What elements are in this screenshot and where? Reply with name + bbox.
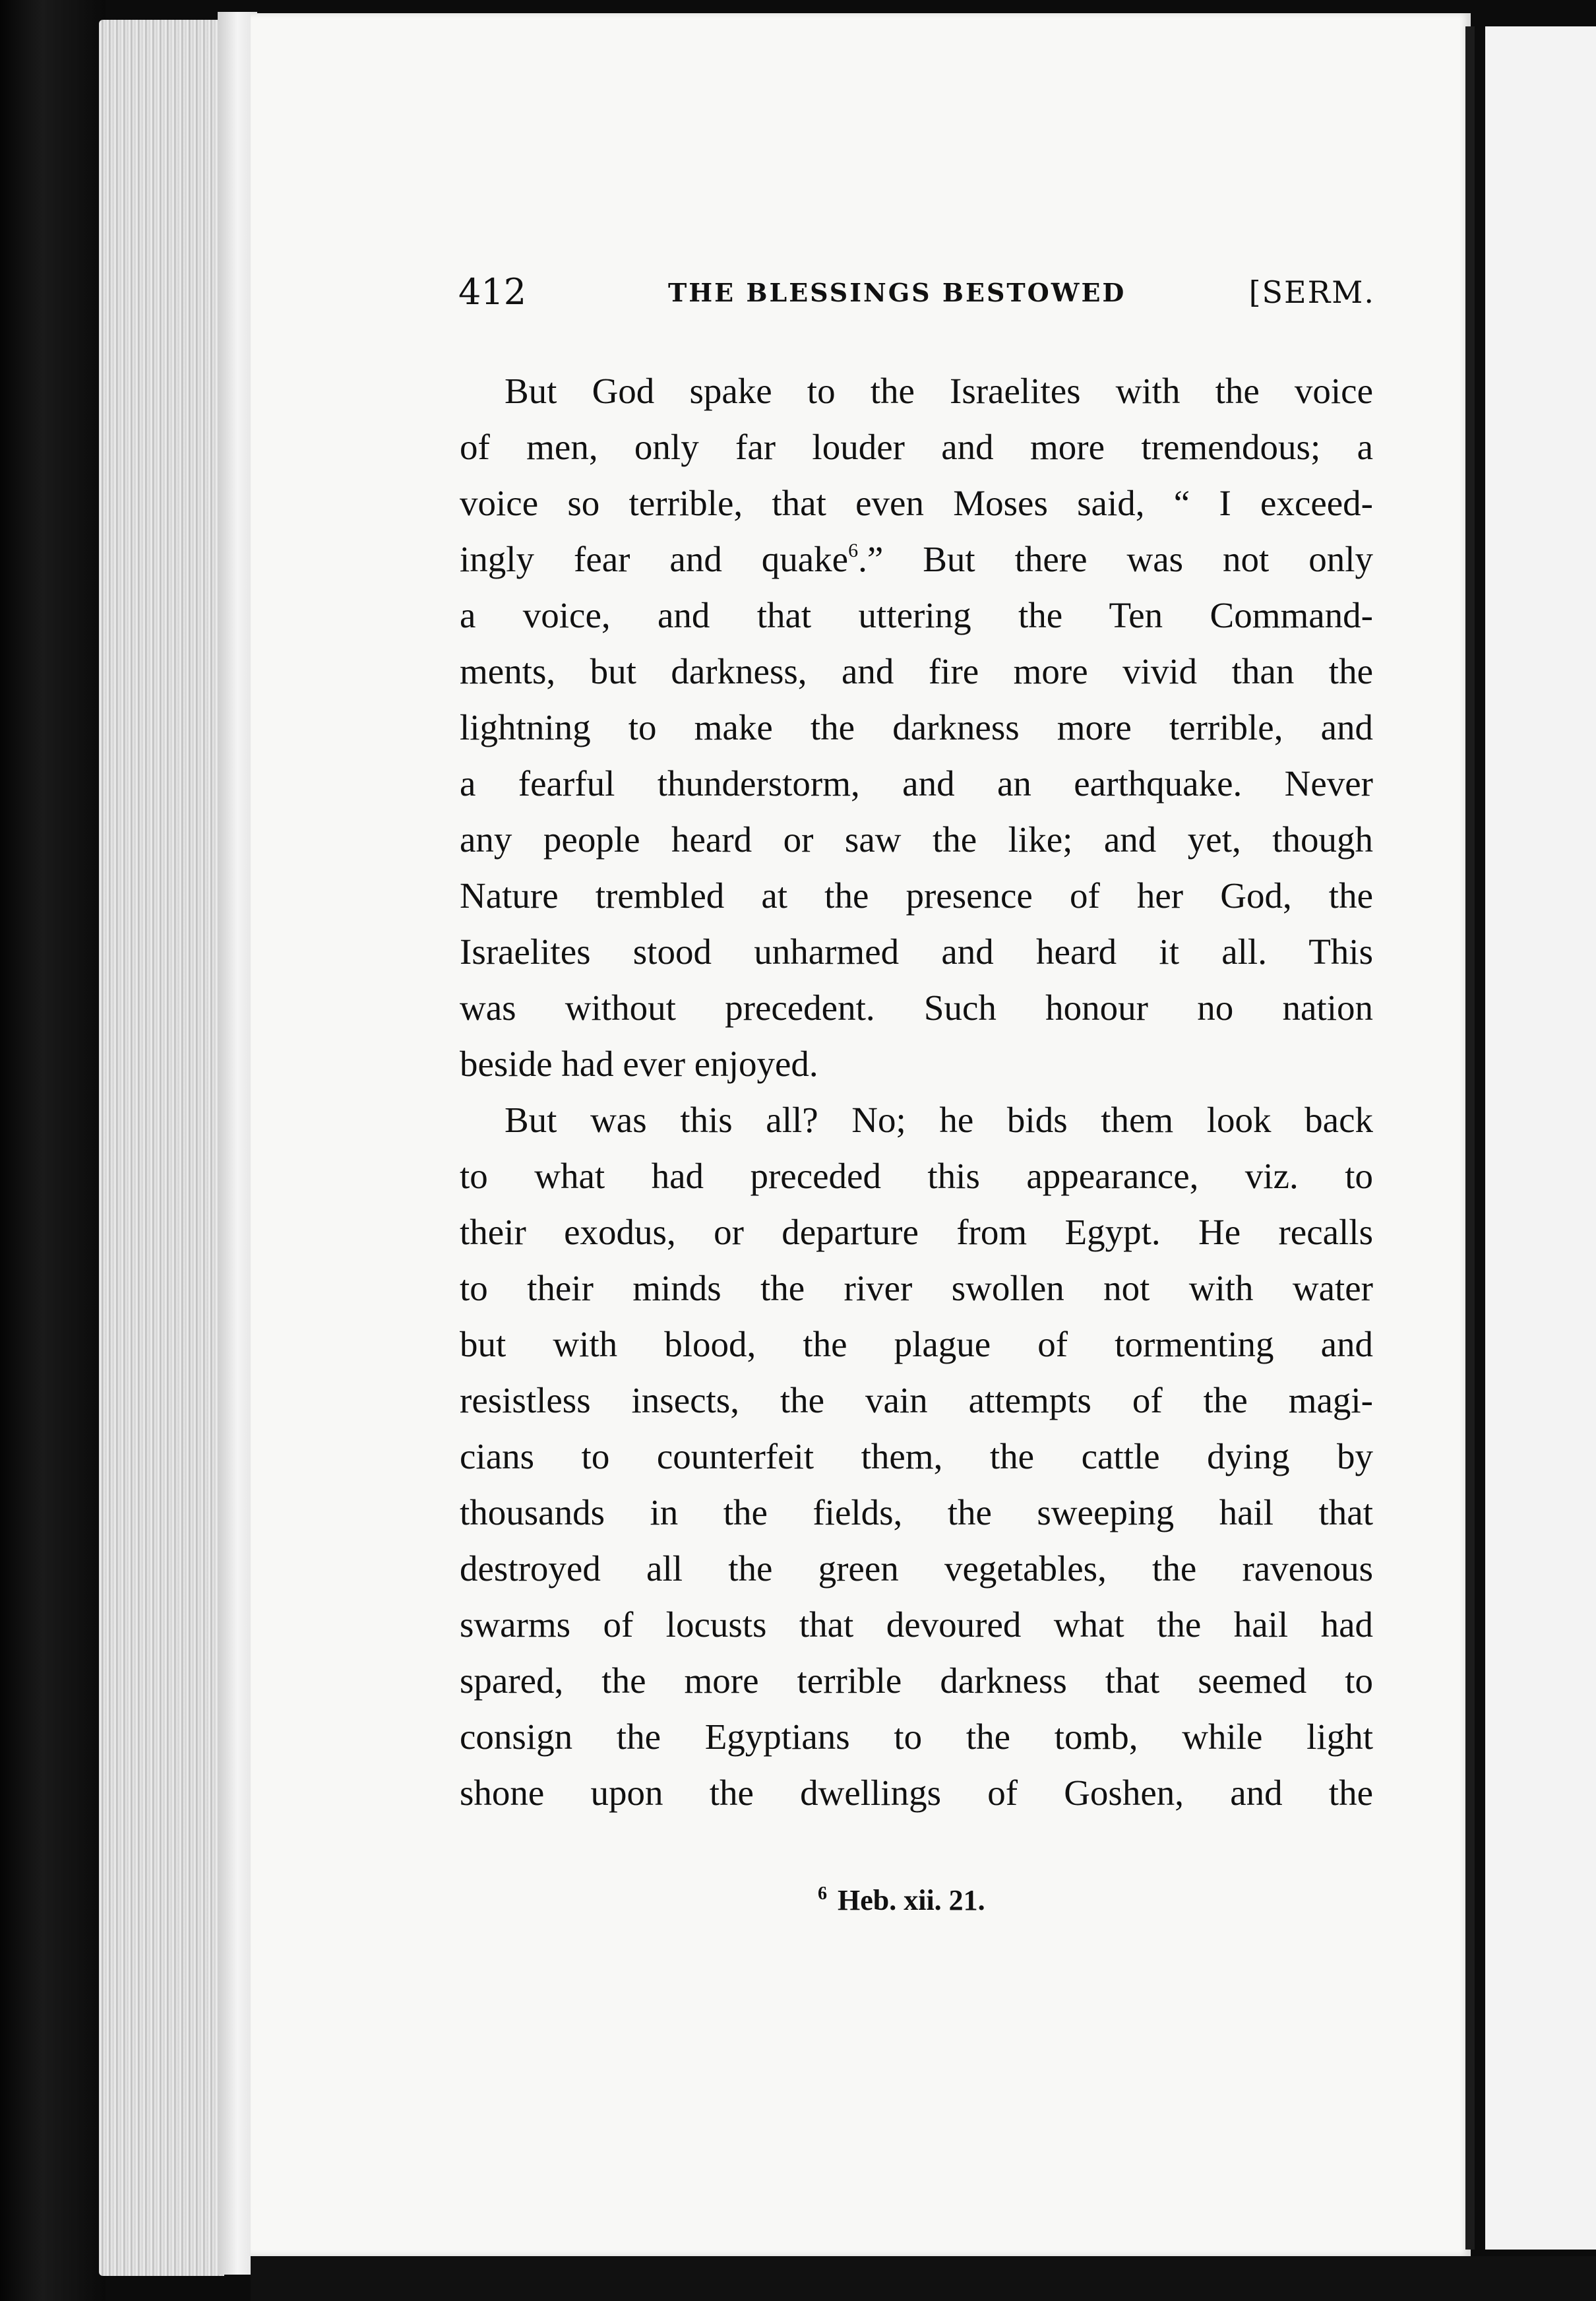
text-line: lightning to make the darkness more terrible, and xyxy=(460,707,1373,747)
gutter-shadow xyxy=(1465,26,1475,2250)
running-head xyxy=(458,269,1375,315)
text-line: consign the Egyptians to the tomb, while light xyxy=(460,1717,1373,1757)
footnote-reference: 6 xyxy=(848,540,859,561)
footnote xyxy=(818,1883,985,1917)
book-spine-shadow xyxy=(0,0,106,2301)
text-line: a fearful thunderstorm, and an earthquake. Never xyxy=(460,763,1373,804)
footnote-marker: 6 xyxy=(818,1883,827,1904)
running-head-section: [SERM. xyxy=(1248,274,1375,310)
text-line: thousands in the fields, the sweeping hail that xyxy=(460,1492,1373,1532)
text-line: to what had preceded this appearance, viz. to xyxy=(460,1156,1373,1196)
text-line: voice so terrible, that even Moses said, “ I exceed- xyxy=(460,483,1373,523)
text-segment: .” But there was not only xyxy=(858,539,1373,579)
text-line: to their minds the river swollen not with water xyxy=(460,1268,1373,1308)
scan-bottom-border xyxy=(251,2256,1596,2301)
page-stack-edges xyxy=(99,20,224,2276)
text-line: Israelites stood unharmed and heard it all. This xyxy=(460,931,1373,972)
text-line: spared, the more terrible darkness that seemed to xyxy=(460,1660,1373,1701)
text-line: But God spake to the Israelites with the voice xyxy=(505,371,1373,411)
text-line: swarms of locusts that devoured what the hail had xyxy=(460,1604,1373,1645)
page-number: 412 xyxy=(458,271,527,313)
facing-page-edge xyxy=(1485,26,1596,2250)
text-line xyxy=(460,531,1373,587)
running-head-title: THE BLESSINGS BESTOWED xyxy=(668,278,1126,307)
text-line: resistless insects, the vain attempts of the magi- xyxy=(460,1380,1373,1420)
text-line: destroyed all the green vegetables, the ravenous xyxy=(460,1548,1373,1589)
text-line: But was this all? No; he bids them look back xyxy=(505,1100,1373,1140)
text-line: was without precedent. Such honour no nation xyxy=(460,988,1373,1028)
text-line: beside had ever enjoyed. xyxy=(460,1044,818,1084)
text-line: ments, but darkness, and fire more vivid than the xyxy=(460,651,1373,691)
footnote-text: Heb. xii. 21. xyxy=(838,1884,985,1916)
text-line: shone upon the dwellings of Goshen, and the xyxy=(460,1773,1373,1813)
text-line: of men, only far louder and more tremendous; a xyxy=(460,427,1373,467)
body-text xyxy=(460,363,1373,1821)
text-line: cians to counterfeit them, the cattle dying by xyxy=(460,1436,1373,1476)
text-segment: ingly fear and quake xyxy=(460,539,849,579)
text-line: their exodus, or departure from Egypt. He recalls xyxy=(460,1212,1373,1252)
text-line: any people heard or saw the like; and yet, though xyxy=(460,819,1373,860)
text-line: Nature trembled at the presence of her God, the xyxy=(460,875,1373,916)
text-line: a voice, and that uttering the Ten Command- xyxy=(460,595,1373,635)
text-line: but with blood, the plague of tormenting and xyxy=(460,1324,1373,1364)
